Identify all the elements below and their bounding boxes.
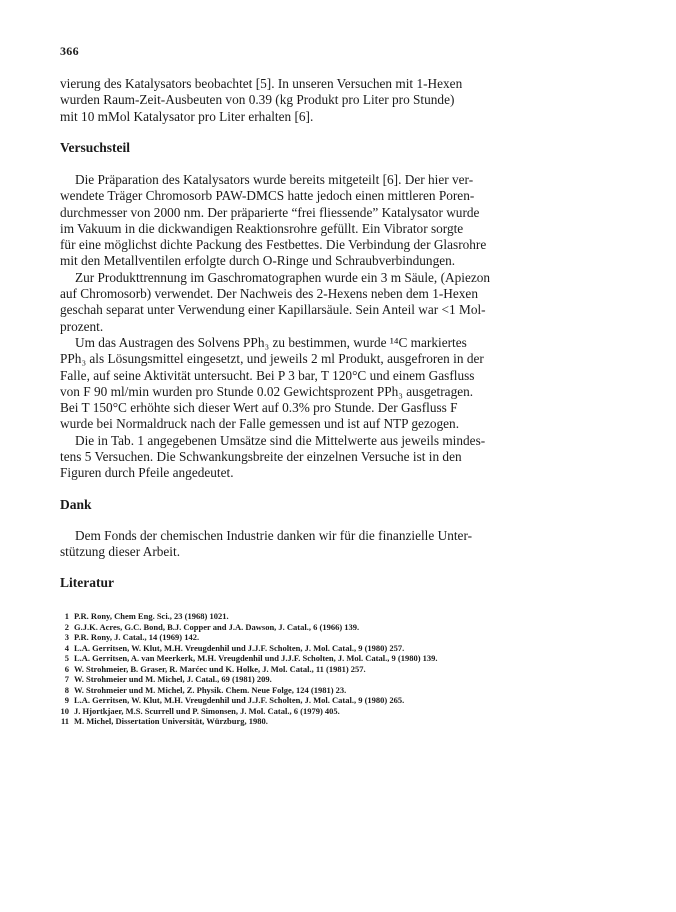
text-line: wendete Träger Chromosorb PAW-DMCS hatte jedoch einen mittleren Poren-	[60, 188, 475, 204]
text-line: mit den Metallventilen erfolgte durch O-Ringe und Schraubverbindungen.	[60, 253, 456, 269]
section-heading-dank: Dank	[60, 497, 92, 512]
reference-item	[56, 622, 626, 633]
page-number: 366	[60, 44, 79, 58]
section-heading-versuchsteil: Versuchsteil	[60, 140, 130, 155]
text-line: stützung dieser Arbeit.	[60, 544, 181, 560]
intro-paragraph	[60, 76, 615, 125]
reference-item	[56, 674, 626, 685]
text-line: prozent.	[60, 318, 104, 334]
text-line: wurde bei Normaldruck nach der Falle gemessen und ist auf NTP gezogen.	[60, 416, 460, 432]
reference-number: 9	[64, 695, 69, 705]
section-heading-literatur: Literatur	[60, 575, 114, 590]
text-line: Figuren durch Pfeile angedeutet.	[60, 465, 234, 481]
reference-text: L.A. Gerritsen, W. Klut, M.H. Vreugdenhil und J.J.F. Scholten, J. Mol. Catal., 9 (1980) 265.	[74, 695, 405, 705]
text-line: von F 90 ml/min wurden pro Stunde 0.02 Gewichtsprozent PPh₃ ausgetragen.	[60, 383, 474, 399]
text-line: Die Präparation des Katalysators wurde bereits mitgeteilt [6]. Der hier ver-	[75, 172, 474, 187]
reference-number: 11	[60, 716, 69, 726]
text-line: tens 5 Versuchen. Die Schwankungsbreite der einzelnen Versuche ist in den	[60, 449, 462, 465]
reference-number: 8	[64, 684, 69, 695]
text-line: vierung des Katalysators beobachtet [5]. In unseren Versuchen mit 1-Hexen	[60, 76, 463, 91]
reference-text: W. Strohmeier und M. Michel, Z. Physik. Chem. Neue Folge, 124 (1981) 23.	[74, 684, 347, 695]
reference-item	[56, 611, 626, 622]
text-line: durchmesser von 2000 nm. Der präparierte “frei fliessende” Katalysator wurde	[60, 204, 480, 220]
reference-text: M. Michel, Dissertation Universität, Würzburg, 1980.	[74, 716, 268, 726]
reference-item	[56, 706, 626, 717]
reference-number: 6	[64, 663, 69, 674]
reference-number: 7	[64, 674, 69, 684]
acknowledgement-text	[60, 528, 615, 561]
reference-item	[56, 695, 626, 706]
text-line: im Vakuum in die dickwandigen Reaktionsrohre gefüllt. Ein Vibrator sorgte	[60, 220, 464, 236]
reference-item	[56, 685, 626, 696]
reference-number: 1	[64, 611, 69, 621]
reference-item	[56, 716, 626, 727]
text-line: PPh₃ als Lösungsmittel eingesetzt, und jeweils 2 ml Produkt, ausgefroren in der	[60, 351, 484, 367]
text-line: geschah separat unter Verwendung einer Kapillarsäule. Sein Anteil war <1 Mol-	[60, 302, 486, 318]
text-line: wurden Raum-Zeit-Ausbeuten von 0.39 (kg Produkt pro Liter pro Stunde)	[60, 92, 455, 108]
reference-text: L.A. Gerritsen, W. Klut, M.H. Vreugdenhil und J.J.F. Scholten, J. Mol. Catal., 9 (1980) 257.	[74, 642, 405, 653]
reference-text: P.R. Rony, Chem Eng. Sci., 23 (1968) 1021.	[74, 611, 229, 621]
reference-text: W. Strohmeier und M. Michel, J. Catal., 69 (1981) 209.	[74, 674, 272, 684]
reference-text: J. Hjortkjaer, M.S. Scurrell und P. Simonsen, J. Mol. Catal., 6 (1979) 405.	[74, 705, 340, 716]
reference-item	[56, 632, 626, 643]
reference-number: 10	[60, 705, 69, 716]
text-line: Um das Austragen des Solvens PPh₃ zu bestimmen, wurde ¹⁴C markiertes	[75, 334, 467, 350]
experimental-section-text	[60, 172, 615, 482]
text-line: Bei T 150°C erhöhte sich dieser Wert auf 0.3% pro Stunde. Der Gasfluss F	[60, 400, 458, 416]
text-line: auf Chromosorb) verwendet. Der Nachweis des 2-Hexens neben dem 1-Hexen	[60, 286, 478, 302]
reference-text: W. Strohmeier, B. Graser, R. Marćec und K. Holke, J. Mol. Catal., 11 (1981) 257.	[74, 663, 366, 674]
reference-text: P.R. Rony, J. Catal., 14 (1969) 142.	[74, 632, 200, 642]
reference-number: 2	[64, 621, 69, 632]
text-line: Falle, auf seine Aktivität untersucht. Bei P 3 bar, T 120°C und einem Gasfluss	[60, 367, 475, 383]
reference-number: 5	[64, 653, 69, 663]
text-line: mit 10 mMol Katalysator pro Liter erhalten [6].	[60, 108, 314, 124]
reference-number: 3	[64, 632, 69, 642]
reference-item	[56, 643, 626, 654]
reference-item	[56, 653, 626, 664]
text-line: Zur Produkttrennung im Gaschromatographen wurde ein 3 m Säule, (Apiezon	[75, 269, 491, 285]
reference-list	[56, 611, 626, 727]
text-line: Die in Tab. 1 angegebenen Umsätze sind die Mittelwerte aus jeweils mindes-	[75, 432, 486, 448]
reference-item	[56, 664, 626, 675]
reference-text: G.J.K. Acres, G.C. Bond, B.J. Copper and J.A. Dawson, J. Catal., 6 (1966) 139.	[74, 621, 360, 632]
reference-text: L.A. Gerritsen, A. van Meerkerk, M.H. Vreugdenhil und J.J.F. Scholten, J. Mol. Catal., 9 (1980) 139.	[74, 653, 438, 663]
reference-number: 4	[64, 642, 69, 653]
text-line: für eine möglichst dichte Packung des Festbettes. Die Verbindung der Glasrohre	[60, 237, 487, 253]
text-line: Dem Fonds der chemischen Industrie danken wir für die finanzielle Unter-	[75, 528, 473, 543]
